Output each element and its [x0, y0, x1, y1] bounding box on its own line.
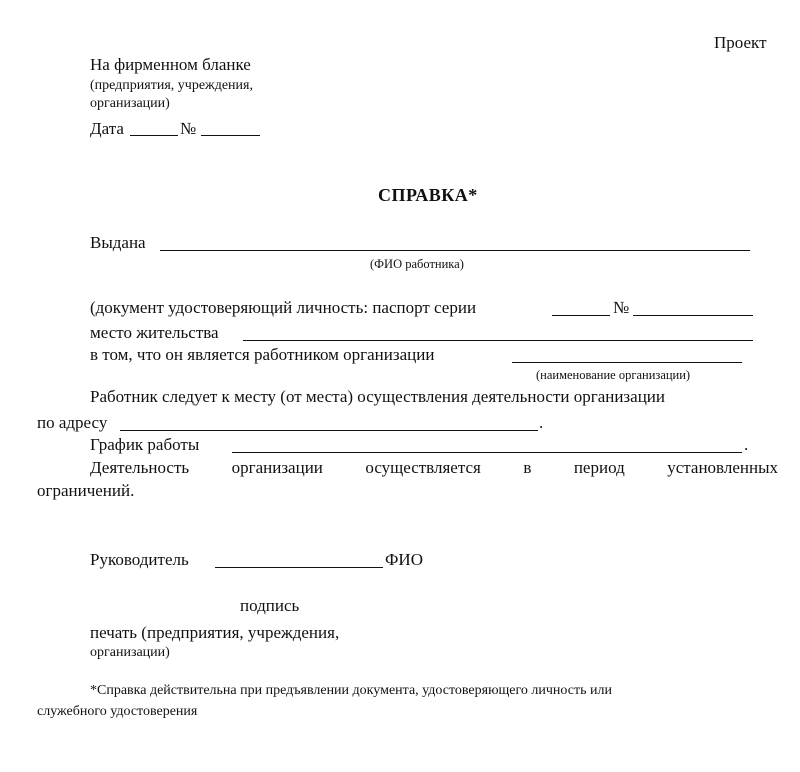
- number-field-line: [201, 135, 260, 136]
- signature-line: [215, 567, 383, 568]
- schedule-label: График работы: [90, 435, 200, 454]
- signature-caption: подпись: [240, 596, 300, 615]
- organization-caption: (наименование организации): [536, 368, 691, 382]
- head-name-label: ФИО: [385, 550, 423, 569]
- document-title: СПРАВКА*: [378, 185, 478, 205]
- number-label: №: [180, 119, 197, 138]
- activity-word: установленных: [667, 458, 778, 477]
- residence-label: место жительства: [90, 323, 219, 342]
- activity-word: в: [523, 458, 532, 477]
- residence-line: [243, 340, 753, 341]
- stamp-label: печать (предприятия, учреждения,: [90, 623, 340, 642]
- address-line: [120, 430, 538, 431]
- issued-label: Выдана: [90, 233, 146, 252]
- draft-label: Проект: [714, 33, 767, 52]
- organization-name-line: [512, 362, 742, 363]
- issued-caption: (ФИО работника): [370, 257, 464, 271]
- activity-word: организации: [231, 458, 323, 477]
- address-label: по адресу: [37, 413, 108, 432]
- stamp-label-2: организации): [90, 645, 170, 660]
- activity-text: [90, 459, 778, 476]
- footnote-line-1: *Справка действительна при предъявлении документа, удостоверяющего личность или: [90, 683, 612, 698]
- schedule-period: .: [744, 435, 749, 454]
- activity-text-end: ограничений.: [37, 481, 135, 500]
- employment-label: в том, что он является работником организации: [90, 345, 435, 364]
- id-number-label: №: [613, 298, 630, 317]
- schedule-line: [232, 452, 742, 453]
- activity-word: осуществляется: [365, 458, 481, 477]
- passport-number-line: [633, 315, 753, 316]
- issued-name-line: [160, 250, 750, 251]
- activity-word: период: [573, 458, 625, 477]
- letterhead-note-2: организации): [90, 96, 170, 111]
- footnote-line-2: служебного удостоверения: [37, 704, 198, 719]
- letterhead-label: На фирменном бланке: [90, 55, 251, 74]
- id-document-label: (документ удостоверяющий личность: паспорт серии: [90, 298, 477, 317]
- letterhead-note-1: (предприятия, учреждения,: [90, 78, 253, 93]
- head-label: Руководитель: [90, 550, 189, 569]
- activity-word: Деятельность: [90, 458, 190, 477]
- address-period: .: [539, 413, 544, 432]
- travel-text: Работник следует к месту (от места) осуществления деятельности организации: [90, 387, 665, 406]
- passport-series-line: [552, 315, 610, 316]
- date-field-line: [130, 135, 178, 136]
- date-label: Дата: [90, 119, 124, 138]
